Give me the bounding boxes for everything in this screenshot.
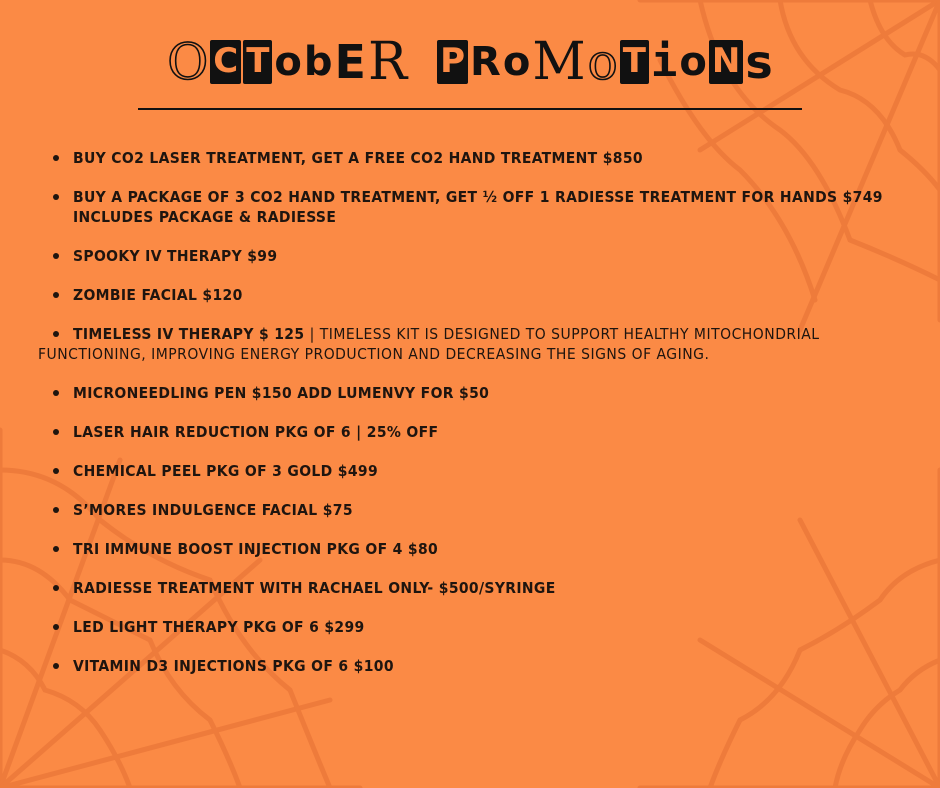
promo-item (38, 656, 928, 676)
title-underline (138, 108, 802, 110)
promo-text: MICRONEEDLING PEN $150 ADD LUMENVY FOR $50 (73, 384, 490, 402)
promo-text: ZOMBIE FACIAL $120 (73, 286, 243, 304)
title-letter: N (709, 40, 743, 84)
promo-item (38, 148, 928, 168)
promo-text: VITAMIN D3 INJECTIONS PKG OF 6 $100 (73, 657, 394, 675)
promo-text: RADIESSE TREATMENT WITH RACHAEL ONLY- $500/SYRINGE (73, 579, 556, 597)
title-letter: o (274, 39, 302, 85)
title-letter: T (620, 40, 649, 84)
promo-text: LASER HAIR REDUCTION PKG OF 6 | 25% OFF (73, 423, 439, 441)
title-letter: R (470, 39, 501, 85)
promo-item (38, 285, 928, 305)
title-letter: P (437, 40, 468, 84)
promo-text: CHEMICAL PEEL PKG OF 3 GOLD $499 (73, 462, 378, 480)
title-word-promotions (437, 32, 773, 92)
promo-text: S’MORES INDULGENCE FACIAL $75 (73, 501, 353, 519)
title-word-october (167, 32, 408, 92)
promo-detail: | TIMELESS KIT IS DESIGNED TO SUPPORT HEALTHY MITOCHONDRIAL FUNCTIONING, IMPROVING ENERGY PRODUCTION AND DECREASING THE SIGNS OF AGING. (38, 325, 820, 363)
promo-item (38, 383, 928, 403)
promo-item (38, 539, 928, 559)
promo-text: LED LIGHT THERAPY PKG OF 6 $299 (73, 618, 365, 636)
title-letter: o (502, 39, 531, 85)
promotions-list (38, 148, 928, 695)
promo-item (38, 500, 928, 520)
title-letter: R (367, 32, 408, 92)
promo-item (38, 187, 928, 227)
title-letter: M (532, 32, 586, 92)
promo-item (38, 461, 928, 481)
title-letter: o (679, 39, 707, 85)
promo-text: BUY CO2 LASER TREATMENT, GET A FREE CO2 HAND TREATMENT $850 (73, 149, 643, 167)
promo-item (38, 578, 928, 598)
title-letter: T (243, 40, 272, 84)
promo-text: BUY A PACKAGE OF 3 CO2 HAND TREATMENT, GET ½ OFF 1 RADIESSE TREATMENT FOR HANDS $749 INCLUDES PACKAGE & RADIESSE (73, 188, 883, 226)
title-letter: b (303, 39, 333, 85)
promo-text: SPOOKY IV THERAPY $99 (73, 247, 278, 265)
promo-item (38, 617, 928, 637)
title-letter: o (587, 33, 618, 91)
promo-item (38, 324, 928, 364)
page-title (100, 30, 840, 94)
title-letter: E (334, 35, 366, 89)
title-letter: C (210, 40, 241, 84)
title-letter: s (745, 35, 773, 89)
promo-text: TRI IMMUNE BOOST INJECTION PKG OF 4 $80 (73, 540, 439, 558)
title-letter: O (167, 33, 209, 91)
title-letter: i (650, 36, 678, 87)
promo-text: TIMELESS IV THERAPY $ 125 (73, 325, 310, 343)
promo-item (38, 422, 928, 442)
promo-item (38, 246, 928, 266)
